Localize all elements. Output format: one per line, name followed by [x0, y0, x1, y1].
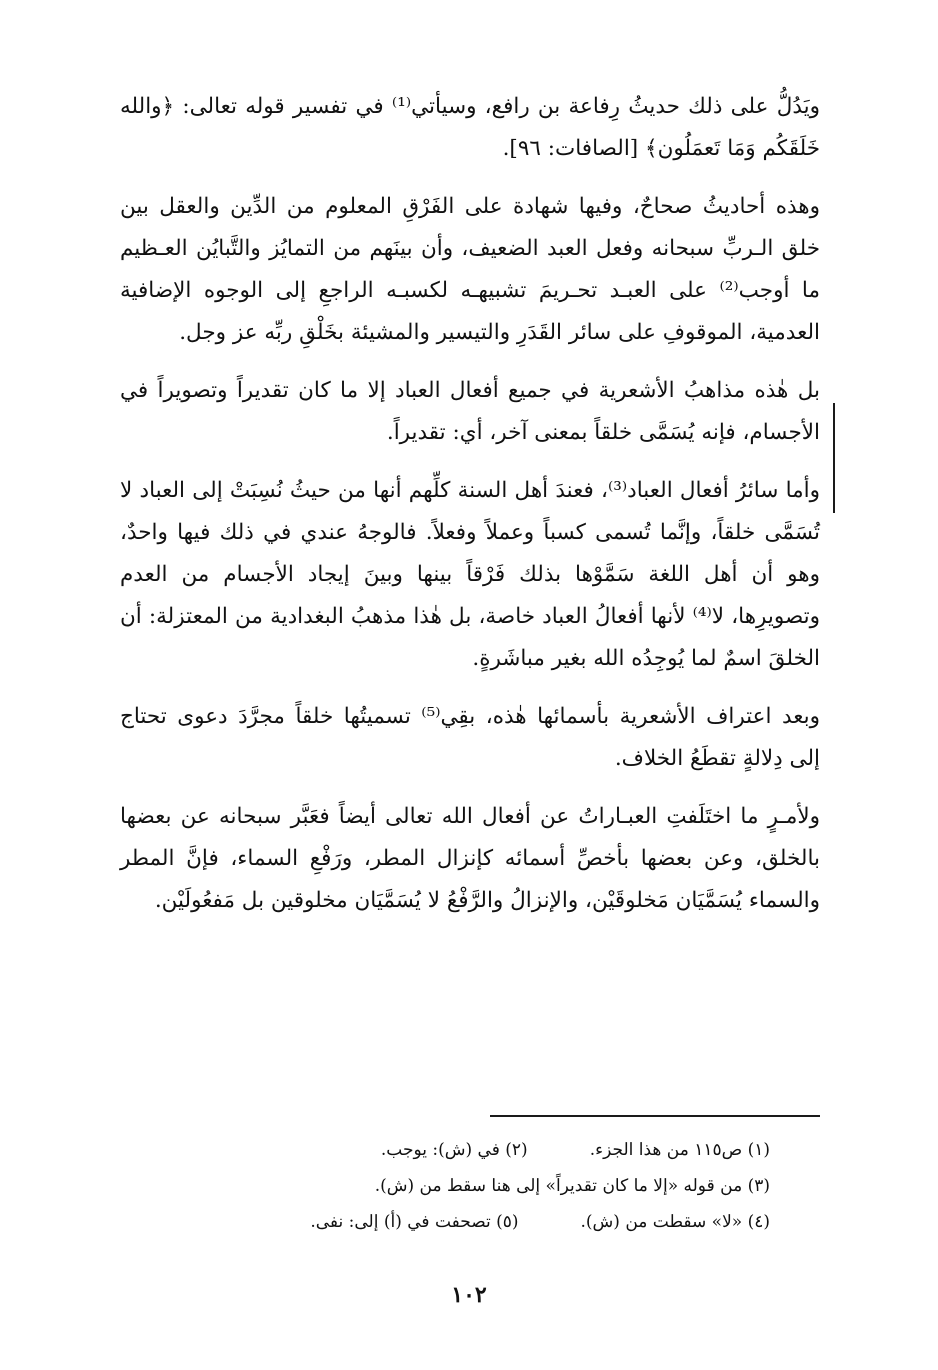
footnote-3: (٣) من قوله «إلا ما كان تقديراً» إلى هنا سقط من (ش).: [374, 1176, 770, 1196]
footnote-row-2: [150, 1168, 770, 1204]
paragraph-3: بل هٰذه مذاهبُ الأشعرية في جميع أفعال العباد إلا ما كان تقديراً وتصويراً في الأجسام، فإنه يُسَمَّى خلقاً بمعنى آخر، أي: تقديراً.: [120, 378, 820, 445]
margin-mark: [833, 403, 835, 513]
paragraph-1: ويَدُلُّ على ذلك حديثُ رِفاعة بن رافع، وسيأتي⁽¹⁾ في تفسير قوله تعالى: ﴿والله خَلَقَكُم وَمَا تَعمَلُون﴾ [الصافات: ٩٦].: [120, 94, 820, 161]
paragraph-6: ولأمـرٍ ما اختَلَفتِ العبـاراتُ عن أفعال الله تعالى أيضاً فعَبَّر سبحانه عن بعضها بالخلق، وعن بعضها بأخصِّ أسمائه كإنزال المطر، ورَفْعِ السماء، فإنَّ المطر والسماء يُسَمَّيَان مَخلوقَيْن، والإنزالُ والرَّفْعُ لا يُسَمَّيَان مخلوقين بل مَفعُولَيْن.: [120, 804, 820, 913]
footnotes: [150, 1132, 770, 1240]
footnote-2: (٢) في (ش): يوجب.: [380, 1140, 528, 1160]
footnote-4: (٤) «لا» سقطت من (ش).: [580, 1212, 770, 1232]
footnote-5: (٥) تصحفت في (أ) إلى: نفى.: [310, 1212, 519, 1232]
footnote-divider: [490, 1115, 820, 1117]
page-number: ١٠٢: [451, 1282, 487, 1308]
main-text: [120, 86, 820, 938]
footnote-row-3: [150, 1204, 770, 1240]
footnote-row-1: [150, 1132, 770, 1168]
paragraph-5: وبعد اعتراف الأشعرية بأسمائها هٰذه، بقِي⁽⁵⁾ تسميتُها خلقاً مجرَّدَ دعوى تحتاج إلى دِلالةٍ تقطَعُ الخلاف.: [120, 704, 820, 771]
footnote-1: (١) ص١١٥ من هذا الجزء.: [589, 1140, 770, 1160]
paragraph-4: وأما سائرُ أفعال العباد⁽³⁾، فعندَ أهل السنة كلِّهم أنها من حيثُ نُسِبَتْ إلى العباد لا تُسَمَّى خلقاً، وإنَّما تُسمى كسباً وعملاً وفعلاً. فالوجهُ عندي في ذلك فيها واحدٌ، وهو أن أهل اللغة سَمَّوْها بذلك فَرْقاً بينها وبينَ إيجاد الأجسام من العدم وتصويرِها، لا⁽⁴⁾ لأنها أفعالُ العباد خاصة، بل هٰذا مذهبُ البغدادية من المعتزلة: أن الخلقَ اسمٌ لما يُوجِدُه الله بغير مباشَرةٍ.: [120, 478, 820, 671]
paragraph-2: وهذه أحاديثُ صحاحٌ، وفيها شهادة على الفَرْقِ المعلوم من الدِّين والعقل بين خلق الـربِّ سبحانه وفعل العبد الضعيف، وأن بينَهم من التمايُز والتَّبايُن العـظيم ما أوجب⁽²⁾ على العبـد تحـريمَ تشبيهـه لكسبـه الراجعِ إلى الوجوه الإضافية العدمية، الموقوفِ على سائر القَدَرِ والتيسير والمشيئة بخَلْقِ ربِّه عز وجل.: [120, 194, 820, 345]
